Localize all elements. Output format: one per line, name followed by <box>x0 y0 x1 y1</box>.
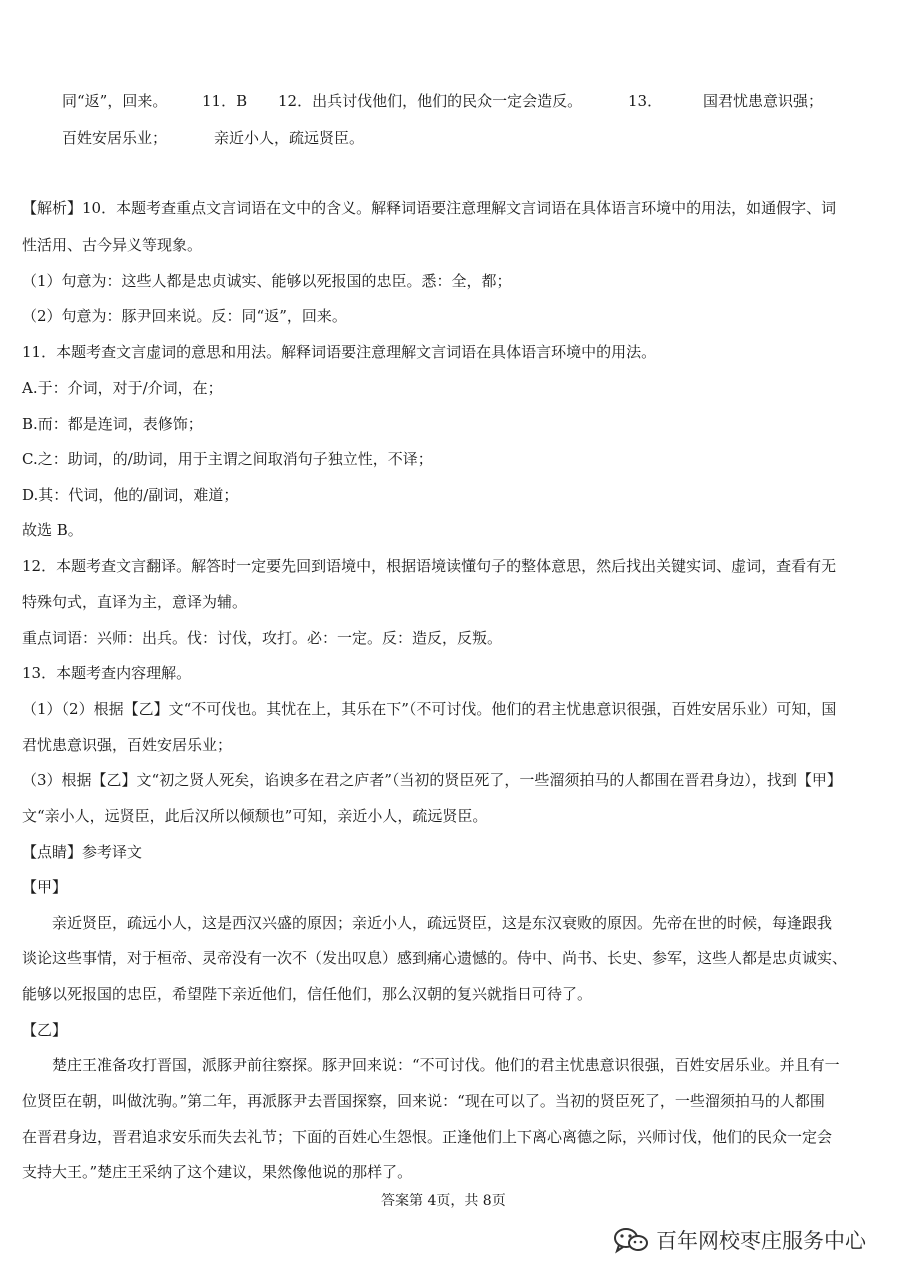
yi-label: 【乙】 <box>22 1021 68 1039</box>
answer-13-part1: 国君忧患意识强； <box>703 92 824 110</box>
analysis-line: C.之：助词，的/助词，用于主谓之间取消句子独立性，不译； <box>22 450 433 468</box>
yi-translation-line: 楚庄王准备攻打晋国，派豚尹前往察探。豚尹回来说：“不可讨伐。他们的君主忧患意识很强，百姓安居乐业。并且有一 <box>52 1056 840 1074</box>
yi-translation-line: 在晋君身边，晋君追求安乐而失去礼节；下面的百姓心生怨恨。正逢他们上下离心离德之际，兴师讨伐，他们的民众一定会 <box>22 1128 833 1146</box>
yi-translation-line: 位贤臣在朝，叫做沈驹。”第二年，再派豚尹去晋国探察，回来说：“现在可以了。当初的贤臣死了，一些溜须拍马的人都围 <box>22 1092 825 1110</box>
jia-translation-line: 谈论这些事情，对于桓帝、灵帝没有一次不（发出叹息）感到痛心遗憾的。侍中、尚书、长史、参军，这些人都是忠贞诚实、 <box>22 949 848 967</box>
analysis-line: B.而：都是连词，表修饰； <box>22 415 203 433</box>
watermark-text: 百年网校枣庄服务中心 <box>656 1229 866 1253</box>
jia-label: 【甲】 <box>22 878 68 896</box>
analysis-line: （3）根据【乙】文“初之贤人死矣，谄谀多在君之庐者”（当初的贤臣死了，一些溜须拍马的人都围在晋君身边），找到【甲】 <box>22 771 842 789</box>
answer-13-part2: 百姓安居乐业； <box>62 129 168 147</box>
answer-10-tail: 同“返”，回来。 <box>62 92 168 110</box>
analysis-line: 性活用、古今异义等现象。 <box>22 236 203 254</box>
analysis-line: 13．本题考查内容理解。 <box>22 664 192 682</box>
answer-13-number: 13． <box>628 92 663 110</box>
jia-translation-line: 能够以死报国的忠臣，希望陛下亲近他们，信任他们，那么汉朝的复兴就指日可待了。 <box>22 985 593 1003</box>
watermark <box>612 1222 866 1258</box>
notes-heading: 【点睛】参考译文 <box>22 843 143 861</box>
answer-13-part3: 亲近小人，疏远贤臣。 <box>214 129 365 147</box>
yi-translation-line: 支持大王。”楚庄王采纳了这个建议，果然像他说的那样了。 <box>22 1163 413 1181</box>
jia-translation-line: 亲近贤臣，疏远小人，这是西汉兴盛的原因；亲近小人，疏远贤臣，这是东汉衰败的原因。先帝在世的时候，每逢跟我 <box>52 914 833 932</box>
wechat-icon <box>612 1225 650 1255</box>
analysis-line: 12．本题考查文言翻译。解答时一定要先回到语境中，根据语境读懂句子的整体意思，然后找出关键实词、虚词，查看有无 <box>22 557 837 575</box>
analysis-line: 重点词语：兴师：出兵。伐：讨伐，攻打。必：一定。反：造反，反叛。 <box>22 629 503 647</box>
answer-11: 11．B <box>202 92 248 110</box>
analysis-line: （1）（2）根据【乙】文“不可伐也。其忧在上，其乐在下”（不可讨伐。他们的君主忧患意识很强，百姓安居乐业）可知，国 <box>22 700 837 718</box>
analysis-line: 11．本题考查文言虚词的意思和用法。解释词语要注意理解文言词语在具体语言环境中的用法。 <box>22 343 657 361</box>
answer-12: 12．出兵讨伐他们，他们的民众一定会造反。 <box>278 92 583 110</box>
analysis-line: （2）句意为：豚尹回来说。反：同“返”，回来。 <box>22 307 347 325</box>
analysis-line: 特殊句式，直译为主，意译为辅。 <box>22 593 248 611</box>
analysis-line: （1）句意为：这些人都是忠贞诚实、能够以死报国的忠臣。悉：全，都； <box>22 272 512 290</box>
analysis-line: A.于：介词，对于/介词，在； <box>22 379 223 397</box>
analysis-line: 【解析】10．本题考查重点文言词语在文中的含义。解释词语要注意理解文言词语在具体语言环境中的用法，如通假字、词 <box>22 199 837 217</box>
page-number: 答案第 4页，共 8页 <box>381 1193 506 1209</box>
analysis-line: D.其：代词，他的/副词，难道； <box>22 486 239 504</box>
analysis-line: 故选 B。 <box>22 521 83 539</box>
analysis-line: 君忧患意识强，百姓安居乐业； <box>22 736 233 754</box>
analysis-line: 文“亲小人，远贤臣，此后汉所以倾颓也”可知，亲近小人，疏远贤臣。 <box>22 807 488 825</box>
